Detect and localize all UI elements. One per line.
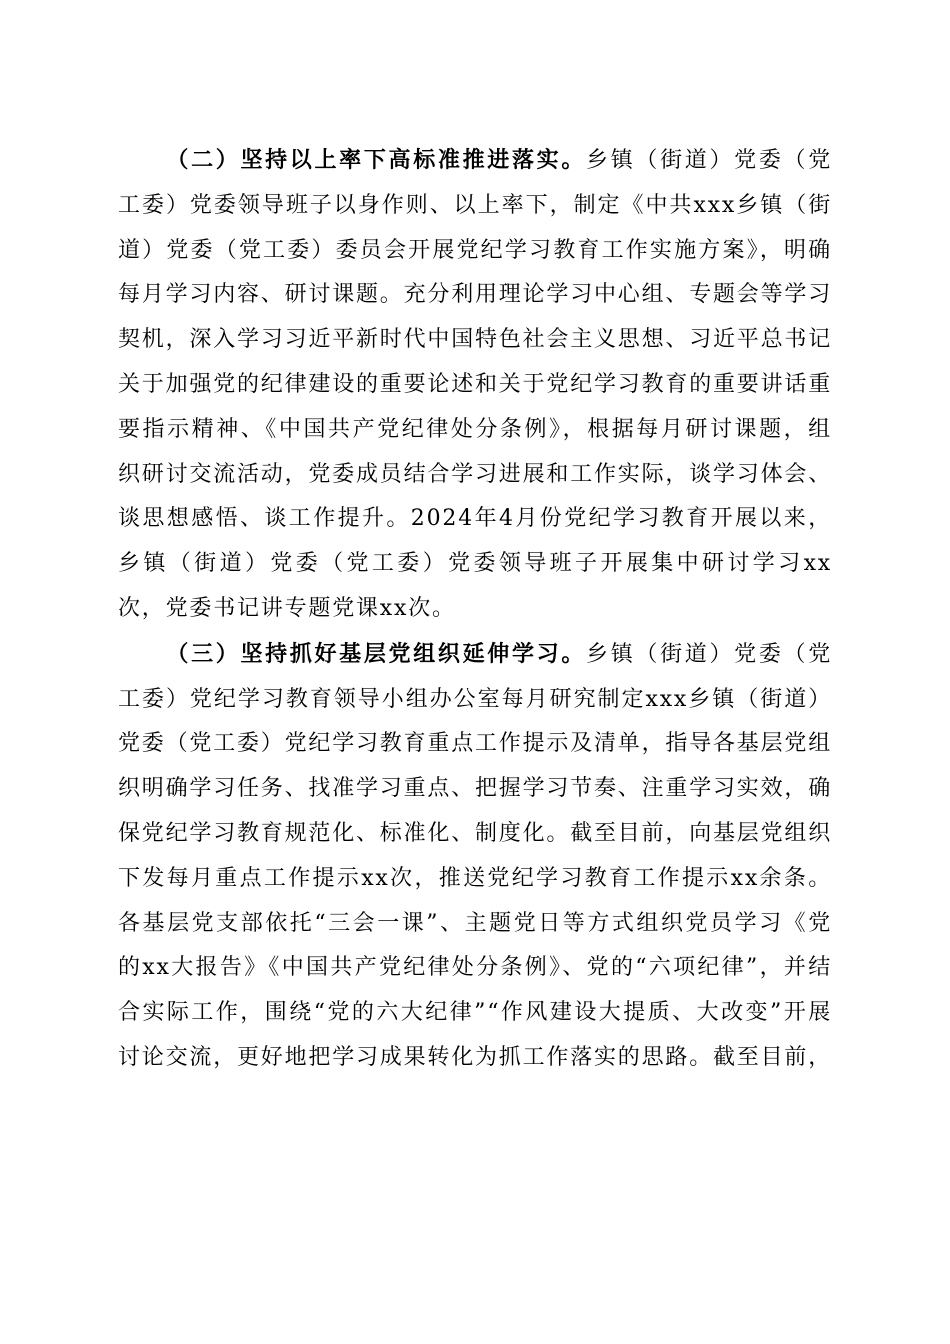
document-body (118, 138, 832, 1081)
section-3-heading: （三）坚持抓好基层党组织延伸学习。 (166, 640, 587, 667)
paragraph-section-2 (118, 138, 832, 632)
section-2-heading: （二）坚持以上率下高标准推进落实。 (166, 147, 587, 173)
paragraph-section-3 (118, 632, 832, 1081)
section-3-text: 乡镇（街道）党委（党工委）党纪学习教育领导小组办公室每月研究制定xxx乡镇（街道）党委（党工委）党纪学习教育重点工作提示及清单，指导各基层党组织明确学习任务、找准学习重点、把握学习节奏、注重学习实效，确保党纪学习教育规范化、标准化、制度化。截至目前，向基层党组织下发每月重点工作提示xx次，推送党纪学习教育工作提示xx余条。各基层党支部依托“三会一课”、主题党日等方式组织党员学习《党的xx大报告》《中国共产党纪律处分条例》、党的“六项纪律”，并结合实际工作，围绕“党的六大纪律”“作风建设大提质、大改变”开展讨论交流，更好地把学习成果转化为抓工作落实的思路。截至目前， (118, 641, 833, 1070)
section-2-text: 乡镇（街道）党委（党工委）党委领导班子以身作则、以上率下，制定《中共xxx乡镇（街道）党委（党工委）委员会开展党纪学习教育工作实施方案》，明确每月学习内容、研讨课题。充分利用理论学习中心组、专题会等学习契机，深入学习习近平新时代中国特色社会主义思想、习近平总书记关于加强党的纪律建设的重要论述和关于党纪学习教育的重要讲话重要指示精神、《中国共产党纪律处分条例》，根据每月研讨课题，组织研讨交流活动，党委成员结合学习进展和工作实际，谈学习体会、谈思想感悟、谈工作提升。2024年4月份党纪学习教育开展以来，乡镇（街道）党委（党工委）党委领导班子开展集中研讨学习xx次，党委书记讲专题党课xx次。 (118, 148, 833, 621)
